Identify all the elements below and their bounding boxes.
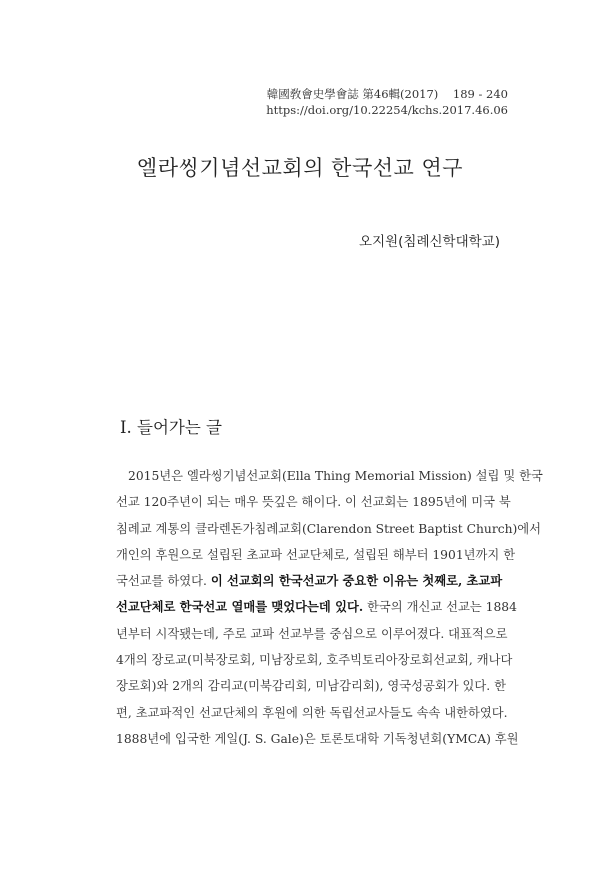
body-line — [116, 647, 513, 673]
doi-link[interactable]: https://doi.org/10.22254/kchs.2017.46.06 — [266, 103, 508, 117]
journal-header — [266, 86, 508, 118]
body-text: 선교 120주년이 되는 매우 뜻깊은 해이다. 이 선교회는 1895년에 미국 북 — [116, 495, 511, 510]
emphasized-text: 선교단체로 한국선교 열매를 맺었다는데 있다. — [116, 599, 364, 615]
emphasized-text: 이 선교회의 한국선교가 중요한 이유는 첫째로, 초교파 — [210, 573, 503, 589]
body-line — [116, 568, 503, 594]
body-line — [116, 489, 511, 515]
body-text: 년부터 시작됐는데, 주로 교파 선교부를 중심으로 이루어졌다. 대표적으로 — [116, 626, 508, 641]
body-line — [116, 594, 517, 620]
body-text: 편, 초교파적인 선교단체의 후원에 의한 독립선교사들도 속속 내한하였다. — [116, 705, 508, 720]
body-text: 한국의 개신교 선교는 1884 — [363, 600, 517, 615]
body-text: 4개의 장로교(미북장로회, 미남장로회, 호주빅토리아장로회선교회, 캐나다 — [116, 653, 513, 668]
journal-name: 韓國敎會史學會誌 第46輯(2017) — [266, 87, 439, 101]
body-line — [116, 673, 507, 699]
journal-citation — [266, 86, 508, 102]
body-text: 2015년은 엘라씽기념선교회(Ella Thing Memorial Mission) 설립 및 한국 — [128, 469, 543, 483]
body-text: 장로회)와 2개의 감리교(미북감리회, 미남감리회), 영국성공회가 있다. 한 — [116, 679, 507, 694]
body-line — [116, 621, 508, 647]
body-line — [116, 516, 542, 542]
body-line — [116, 542, 516, 568]
body-text: 개인의 후원으로 설립된 초교파 선교단체로, 설립된 해부터 1901년까지 한 — [116, 547, 516, 562]
author-affiliation: 오지원(침례신학대학교) — [359, 234, 500, 250]
body-text: 1888년에 입국한 게일(J. S. Gale)은 토론토대학 기독청년회(YMCA) 후원 — [116, 731, 519, 746]
paper-title: 엘라씽기념선교회의 한국선교 연구 — [136, 156, 464, 180]
body-line — [116, 463, 543, 489]
body-line — [116, 700, 508, 726]
body-paragraph — [116, 463, 543, 752]
page-range: 189 - 240 — [452, 87, 508, 101]
body-line — [116, 726, 519, 752]
body-text: 국선교를 하였다. — [116, 574, 211, 589]
body-text: 침례교 계통의 클라렌돈가침례교회(Clarendon Street Baptist Church)에서 — [116, 521, 542, 536]
section-heading: I. 들어가는 글 — [120, 418, 222, 437]
